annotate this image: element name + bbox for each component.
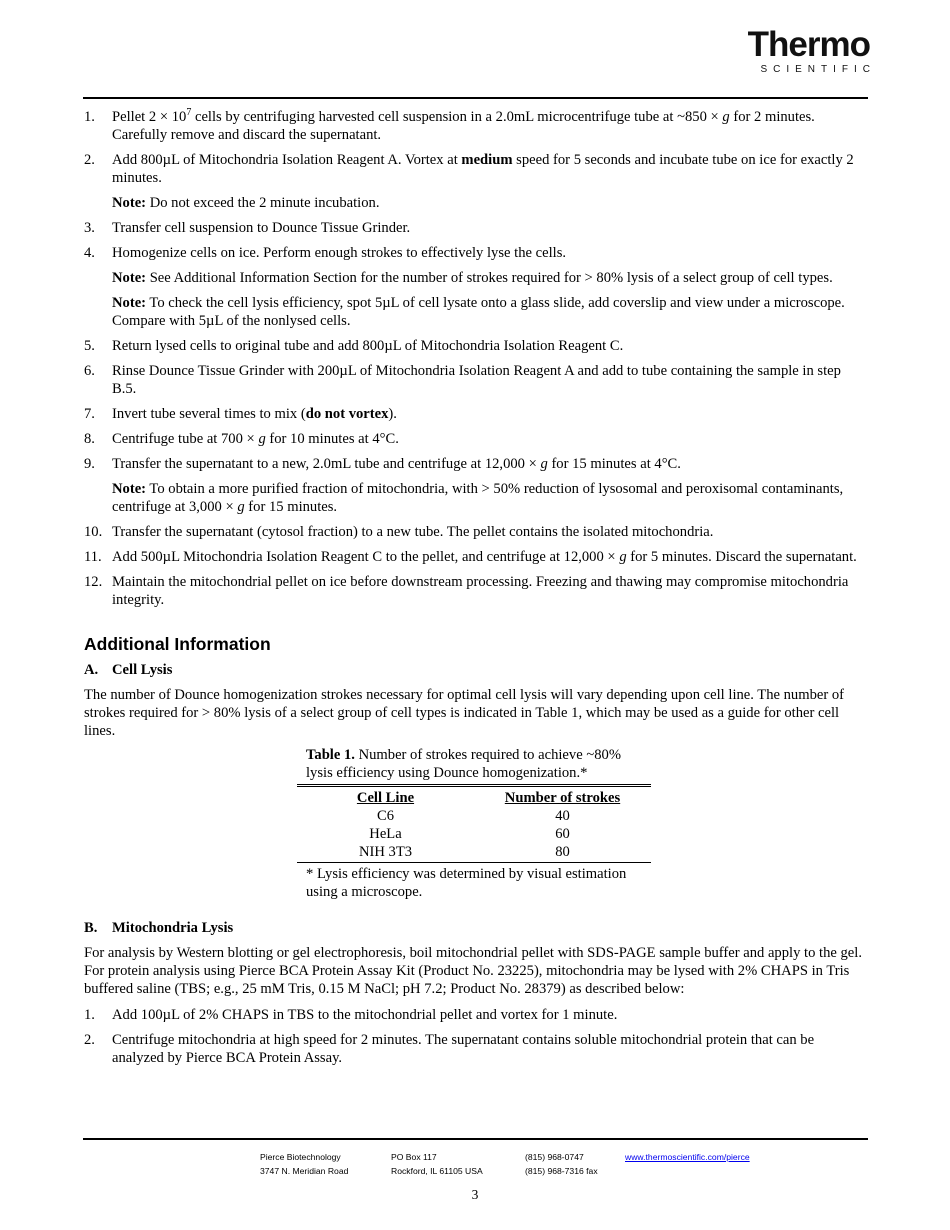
step-6: 6. Rinse Dounce Tissue Grinder with 200µL of Mitochondria Isolation Reagent A and add to tube containing the sample in step B.5.: [84, 363, 841, 397]
additional-information-heading: Additional Information: [84, 634, 271, 654]
logo-wordmark: Thermo: [747, 25, 870, 64]
table-row: HeLa 60: [369, 826, 570, 842]
step-number: 12.: [84, 574, 103, 590]
mitochondria-lysis-heading: B. Mitochondria Lysis: [84, 920, 234, 936]
column-header-cell-line: Cell Line: [356, 790, 415, 806]
lysis-step-1: 1. Add 100µL of 2% CHAPS in TBS to the mitochondrial pellet and vortex for 1 minute.: [84, 1007, 618, 1023]
step-11: 11. Add 500µL Mitochondria Isolation Reagent C to the pellet, and centrifuge at 12,000 × g for 5 minutes. Discard the supernatant.: [84, 549, 857, 565]
column-header-strokes: Number of strokes: [504, 790, 621, 806]
footer-street: 3747 N. Meridian Road: [260, 1166, 349, 1176]
step-number: 1.: [84, 109, 95, 125]
step-note: Note: To obtain a more purified fraction of mitochondria, with > 50% reduction of lysosomal and peroxisomal contaminants, centrifuge at 3,000 × g for 15 minutes.: [112, 481, 844, 515]
logo-subtitle: SCIENTIFIC: [760, 64, 876, 75]
step-7: 7. Invert tube several times to mix (do not vortex).: [84, 406, 397, 422]
footer-website-link[interactable]: www.thermoscientific.com/pierce: [625, 1152, 750, 1162]
footer-phone: (815) 968-0747: [525, 1152, 584, 1162]
step-number: 2.: [84, 1032, 95, 1048]
step-number: 10.: [84, 524, 103, 540]
table-caption: Table 1. Number of strokes required to achieve ~80% lysis efficiency using Dounce homogenization.*: [306, 747, 621, 781]
step-note: Note: Do not exceed the 2 minute incubation.: [112, 195, 380, 211]
strokes-table-block: [297, 746, 651, 901]
page-number: 3: [471, 1187, 479, 1202]
step-9: 9. Transfer the supernatant to a new, 2.0mL tube and centrifuge at 12,000 × g for 15 minutes at 4°C. Note: To obtain a more purified fraction of mitochondria, with > 50% reduction of lysosomal and peroxisomal contaminants, centrifuge at 3,000 × g for 15 minutes.: [84, 455, 867, 516]
step-note: Note: To check the cell lysis efficiency, spot 5µL of cell lysate onto a glass slide, add coverslip and view under a microscope. Compare with 5µL of the nonlysed cells.: [112, 295, 845, 329]
step-number: 8.: [84, 431, 95, 447]
footer-city: Rockford, IL 61105 USA: [391, 1166, 483, 1176]
step-10: 10. Transfer the supernatant (cytosol fraction) to a new tube. The pellet contains the isolated mitochondria.: [84, 524, 714, 540]
lysis-step-2: 2. Centrifuge mitochondria at high speed for 2 minutes. The supernatant contains soluble mitochondrial protein that can be analyzed by Pierce BCA Protein Assay.: [84, 1032, 815, 1066]
step-number: 6.: [84, 363, 95, 379]
step-3: 3. Transfer cell suspension to Dounce Tissue Grinder.: [84, 220, 411, 236]
mitochondria-lysis-paragraph: For analysis by Western blotting or gel electrophoresis, boil mitochondrial pellet with SDS-PAGE sample buffer and apply to the gel. For protein analysis using Pierce BCA Protein Assay Kit (Product No. 23225), mitochondria may be lysed with 2% CHAPS in Tris buffered saline (TBS; e.g., 25 mM Tris, 0.15 M NaCl; pH 7.2; Product No. 28379) as described below:: [84, 945, 862, 997]
step-note: Note: See Additional Information Section for the number of strokes required for > 80% lysis of a select group of cell types.: [112, 270, 833, 286]
step-number: 4.: [84, 245, 95, 261]
step-number: 1.: [84, 1007, 95, 1023]
table-footnote: * Lysis efficiency was determined by visual estimation using a microscope.: [306, 866, 627, 900]
step-number: 5.: [84, 338, 95, 354]
step-number: 9.: [84, 456, 95, 472]
step-number: 11.: [84, 549, 102, 565]
footer-company: Pierce Biotechnology: [260, 1152, 341, 1162]
document-body: [84, 108, 867, 1074]
step-number: 7.: [84, 406, 95, 422]
table-row: NIH 3T3 80: [297, 843, 651, 863]
step-number: 3.: [84, 220, 95, 236]
table-header-row: [297, 786, 651, 808]
footer-pobox: PO Box 117: [391, 1152, 437, 1162]
thermo-scientific-logo: [747, 25, 876, 76]
step-number: 2.: [84, 152, 95, 168]
footer-rule: [83, 1138, 868, 1140]
strokes-table: [297, 784, 651, 863]
step-12: 12. Maintain the mitochondrial pellet on ice before downstream processing. Freezing and thawing may compromise mitochondria integrity.: [84, 574, 849, 608]
table-row: C6 40: [376, 808, 570, 824]
step-1: 1. Pellet $2 \times 10^7$ cells by centrifuging harvested cell suspension in a 2.0mL microcentrifuge tube at ~850 × g for 2 minutes. Carefully remove and discard the supernatant.: [84, 107, 815, 143]
lysis-steps: [84, 1006, 867, 1067]
footer-fax: (815) 968-7316 fax: [525, 1166, 598, 1176]
cell-lysis-heading: A. Cell Lysis: [84, 662, 173, 678]
header-rule: [83, 97, 868, 99]
step-2: 2. Add 800µL of Mitochondria Isolation Reagent A. Vortex at medium speed for 5 seconds and incubate tube on ice for exactly 2 minutes. Note: Do not exceed the 2 minute incubation.: [84, 151, 867, 212]
procedure-steps: [84, 108, 867, 609]
step-8: 8. Centrifuge tube at 700 × g for 10 minutes at 4°C.: [84, 431, 399, 447]
cell-lysis-paragraph: The number of Dounce homogenization strokes necessary for optimal cell lysis will vary depending upon cell line. The number of strokes required for > 80% lysis of a select group of cell types is indicated in Table 1, which may be used as a guide for other cell lines.: [84, 687, 845, 739]
step-4: 4. Homogenize cells on ice. Perform enough strokes to effectively lyse the cells. Note: See Additional Information Section for the number of strokes required for > 80% lysis of a select group of cell types. Note: To check the cell lysis efficiency, spot 5µL of cell lysate onto a glass slide, add coverslip and view under a microscope. Compare with 5µL of the nonlysed cells.: [84, 244, 867, 330]
step-5: 5. Return lysed cells to original tube and add 800µL of Mitochondria Isolation Reagent C.: [84, 338, 624, 354]
